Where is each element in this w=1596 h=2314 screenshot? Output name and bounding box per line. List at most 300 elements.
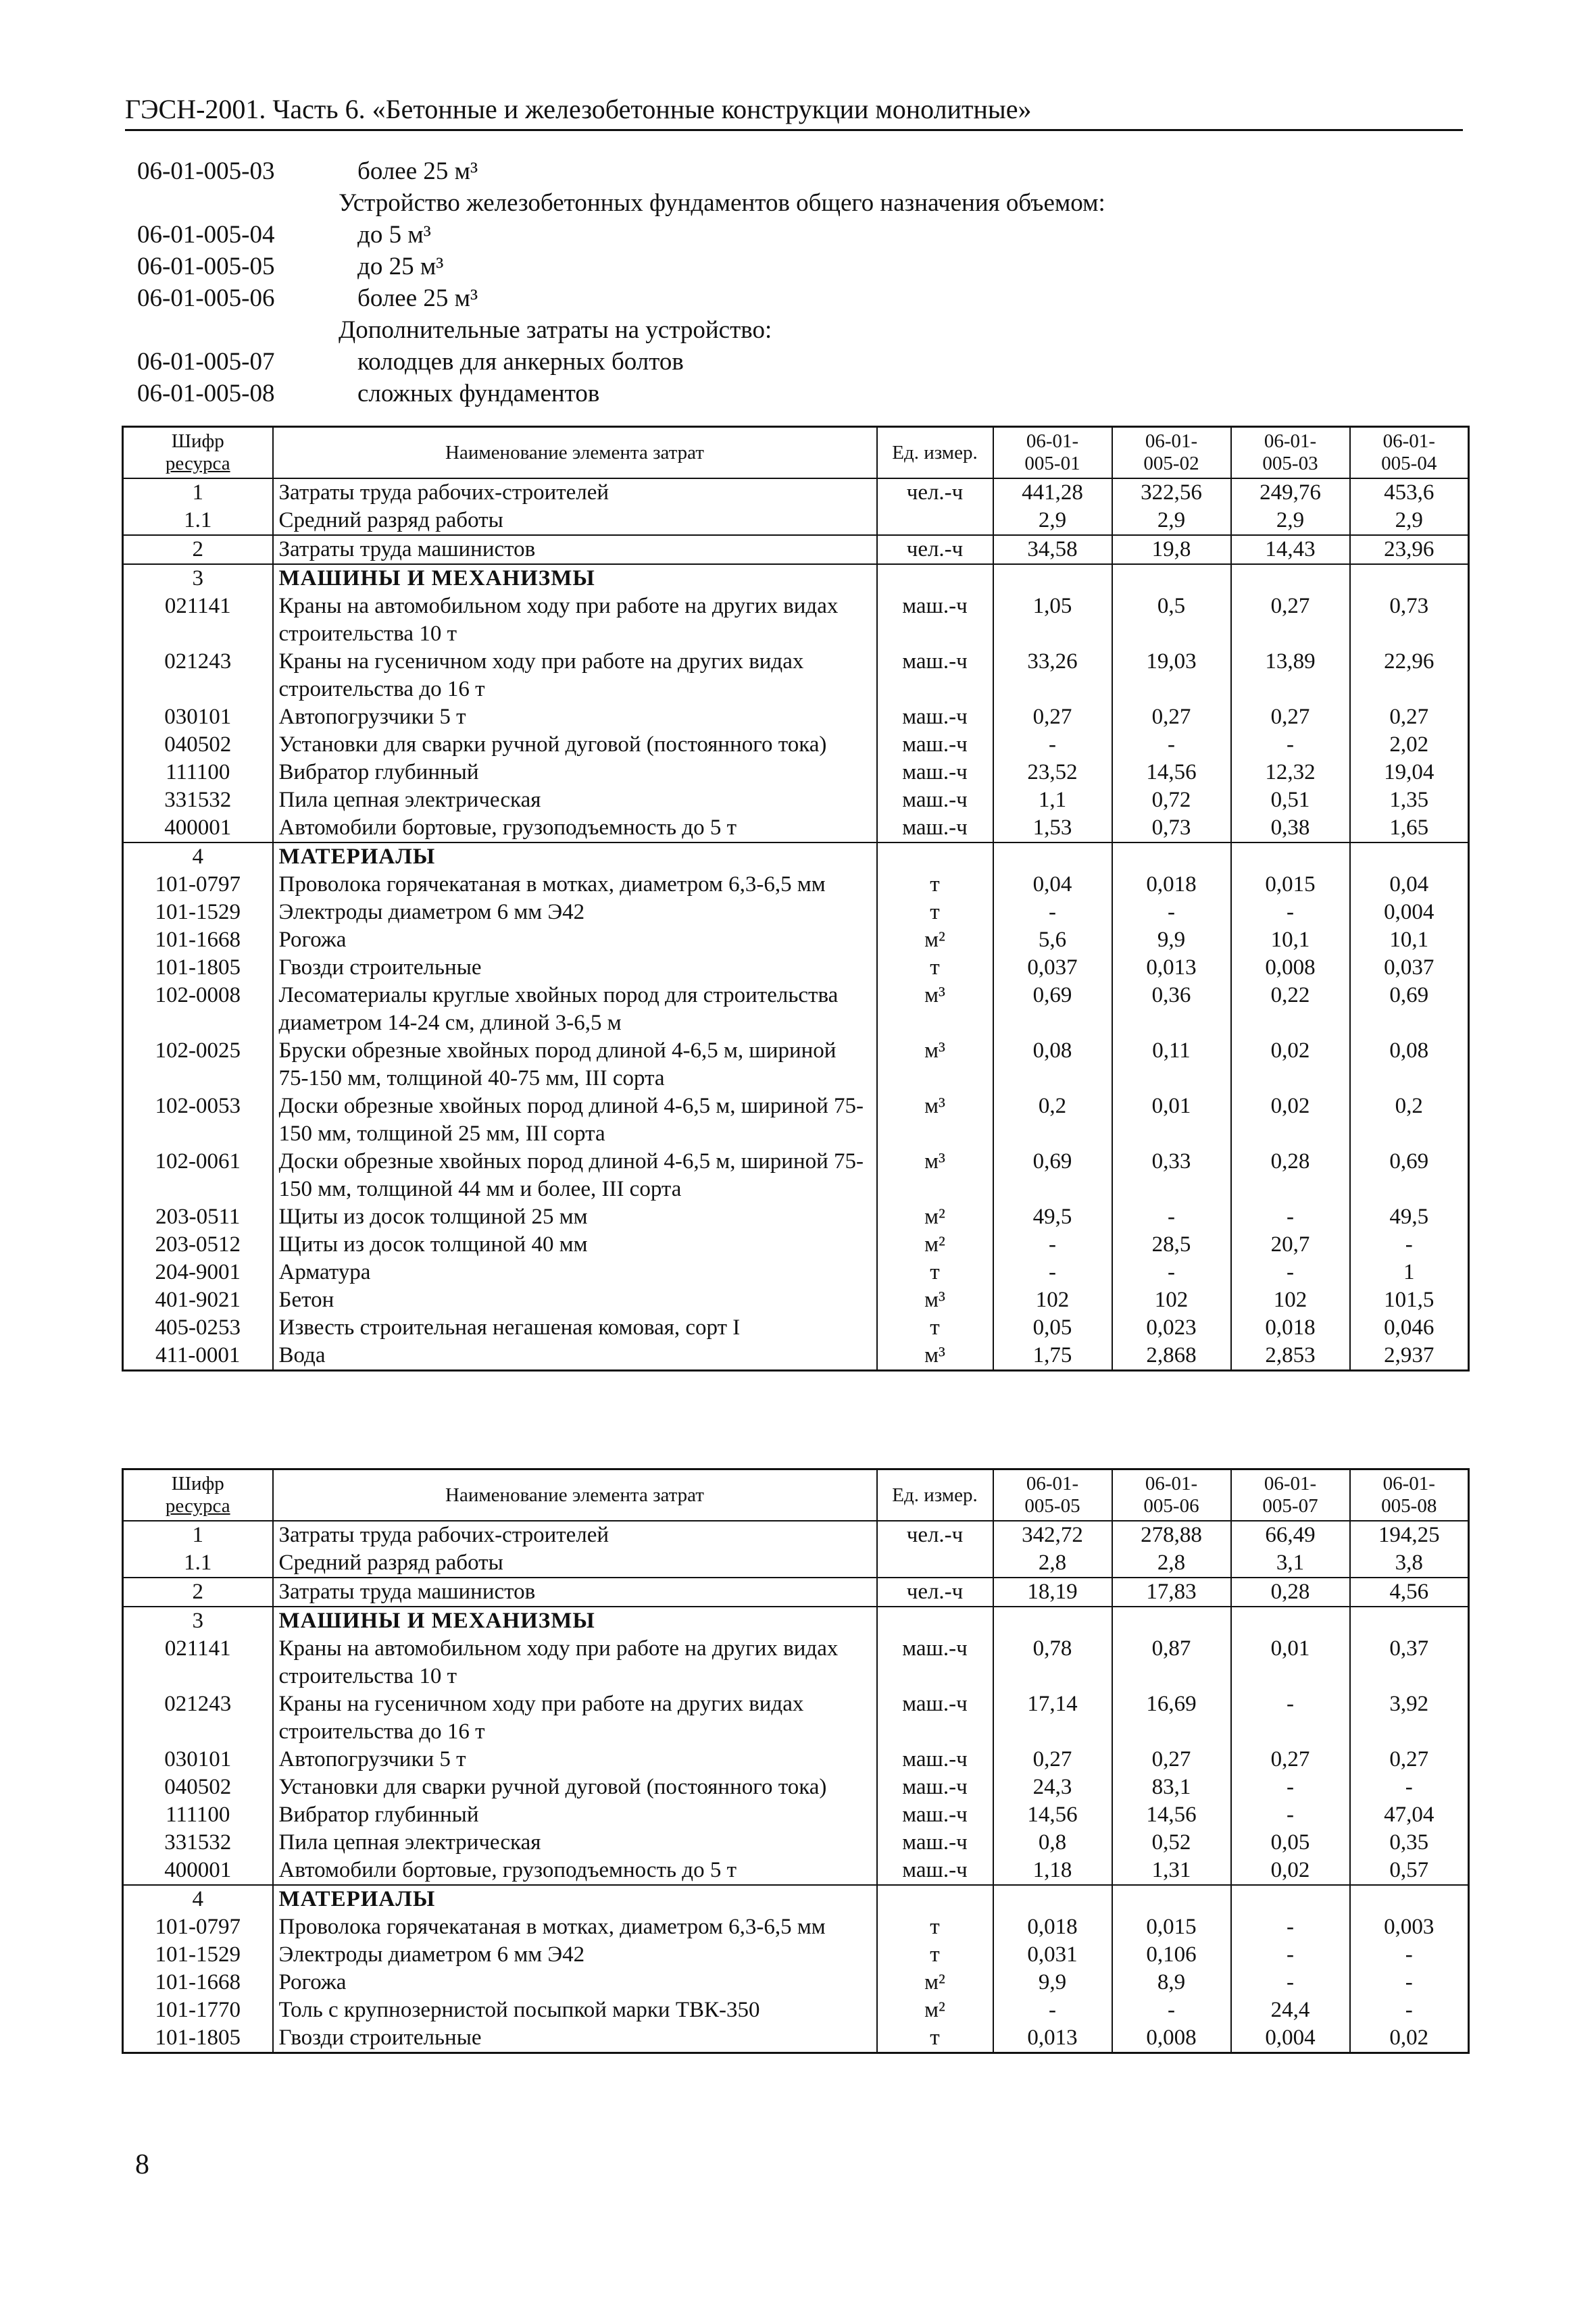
resource-name: Краны на автомобильном ходу при работе на других видах строительства 10 т [273,1635,877,1690]
resource-value: 2,9 [1231,507,1350,535]
table-row [123,899,1469,926]
resource-code: 1.1 [123,507,273,535]
resource-name: Краны на гусеничном ходу при работе на других видах строительства до 16 т [273,648,877,703]
resource-unit: чел.-ч [877,478,993,507]
resource-value: 0,031 [993,1941,1112,1969]
table-row [123,814,1469,842]
resource-code: 102-0008 [123,982,273,1037]
header-code-line1: Шифр [171,1473,224,1494]
resource-value [1231,1607,1350,1635]
resource-unit: м³ [877,1037,993,1092]
table-row [123,1607,1469,1635]
table-row [123,1746,1469,1774]
intro-code: 06-01-005-03 [137,157,275,185]
resource-value: - [1112,731,1231,759]
resource-name: Рогожа [273,926,877,954]
table-row [123,759,1469,786]
resource-code: 102-0053 [123,1092,273,1148]
intro-row [137,346,1462,378]
resource-value: 3,8 [1350,1549,1469,1578]
resource-code: 1.1 [123,1549,273,1578]
resource-value: 0,27 [1231,593,1350,648]
resource-value: - [1231,731,1350,759]
resource-unit: т [877,899,993,926]
resource-name: Затраты труда рабочих-строителей [273,1521,877,1549]
header-name: Наименование элемента затрат [273,1469,877,1521]
resource-name: Бруски обрезные хвойных пород длиной 4-6,5 м, шириной 75-150 мм, толщиной 40-75 мм, III сорта [273,1037,877,1092]
resource-code: 400001 [123,1857,273,1885]
resource-code: 4 [123,1885,273,1913]
resource-value: 0,87 [1112,1635,1231,1690]
resource-value: 0,02 [1231,1037,1350,1092]
resource-unit: маш.-ч [877,703,993,731]
header-code-line2: ресурса [165,453,230,474]
intro-text: колодцев для анкерных болтов [357,348,684,376]
resource-value: 1,75 [993,1342,1112,1371]
resource-value: 34,58 [993,535,1112,564]
resource-name: Автомобили бортовые, грузоподъемность до 5 т [273,1857,877,1885]
table-row [123,1774,1469,1801]
resource-unit: т [877,871,993,899]
resource-name: Щиты из досок толщиной 25 мм [273,1203,877,1231]
table-row [123,564,1469,593]
resource-name: Вибратор глубинный [273,759,877,786]
resource-value: 0,69 [1350,982,1469,1037]
resource-name: Известь строительная негашеная комовая, сорт I [273,1314,877,1342]
table-row [123,1829,1469,1857]
header-norm-code [1350,427,1469,479]
table-row [123,1314,1469,1342]
resource-value: 0,27 [1350,1746,1469,1774]
resource-unit [877,1607,993,1635]
resource-unit: м³ [877,1148,993,1203]
resource-value [1350,1885,1469,1913]
intro-text: до 25 м³ [357,253,444,280]
header-norm-line1: 06-01- [1264,430,1317,452]
resource-name: Гвозди строительные [273,954,877,982]
resource-value: 1,65 [1350,814,1469,842]
resource-value: - [1350,1969,1469,1996]
table-row [123,926,1469,954]
resource-value: 16,69 [1112,1690,1231,1746]
resource-value: 0,27 [993,1746,1112,1774]
resource-code: 101-0797 [123,1913,273,1941]
resource-name: Автомобили бортовые, грузоподъемность до 5 т [273,814,877,842]
resource-code: 111100 [123,759,273,786]
table-row [123,703,1469,731]
resource-value: 28,5 [1112,1231,1231,1259]
resource-unit: м³ [877,1092,993,1148]
resource-name: Средний разряд работы [273,507,877,535]
table-row [123,1857,1469,1885]
resource-value: 0,72 [1112,786,1231,814]
resource-value: 0,013 [993,2024,1112,2053]
resource-value: 342,72 [993,1521,1112,1549]
table-row [123,1521,1469,1549]
resource-name: Толь с крупнозернистой посыпкой марки ТВК-350 [273,1996,877,2024]
resource-unit: чел.-ч [877,1578,993,1607]
resource-name: Щиты из досок толщиной 40 мм [273,1231,877,1259]
resource-name: Арматура [273,1259,877,1286]
resource-code: 021243 [123,648,273,703]
header-norm-line2: 005-08 [1381,1495,1437,1517]
resource-unit: маш.-ч [877,814,993,842]
resource-value: 2,937 [1350,1342,1469,1371]
resource-value [1350,1607,1469,1635]
intro-text: сложных фундаментов [357,380,600,407]
resource-value: 0,02 [1231,1857,1350,1885]
resource-name: Установки для сварки ручной дуговой (постоянного тока) [273,1774,877,1801]
resource-value [993,564,1112,593]
resource-value: 1,1 [993,786,1112,814]
resource-value: 17,83 [1112,1578,1231,1607]
resource-code: 203-0511 [123,1203,273,1231]
table-row [123,1231,1469,1259]
resource-code: 101-1668 [123,926,273,954]
resource-value: 0,37 [1350,1635,1469,1690]
resource-code: 111100 [123,1801,273,1829]
resource-name: Установки для сварки ручной дуговой (постоянного тока) [273,731,877,759]
resource-unit: маш.-ч [877,759,993,786]
resource-value: 2,02 [1350,731,1469,759]
resource-value: 0,73 [1350,593,1469,648]
resource-code: 030101 [123,1746,273,1774]
resource-value: 10,1 [1350,926,1469,954]
resource-value: 0,38 [1231,814,1350,842]
resource-unit: маш.-ч [877,1635,993,1690]
resource-code: 101-1529 [123,1941,273,1969]
intro-row [137,219,1462,251]
resource-unit: т [877,2024,993,2053]
resource-value: 1,18 [993,1857,1112,1885]
resource-unit: чел.-ч [877,1521,993,1549]
resource-unit: м² [877,1203,993,1231]
intro-code: 06-01-005-07 [137,348,275,376]
table-row [123,478,1469,507]
resource-value [1112,842,1231,871]
resource-value: 0,018 [1231,1314,1350,1342]
resource-value [1350,564,1469,593]
resource-value: - [993,1231,1112,1259]
resource-code: 203-0512 [123,1231,273,1259]
table-row [123,1148,1469,1203]
resource-table-1 [122,426,1470,1372]
header-norm-line2: 005-07 [1262,1495,1318,1517]
resource-value: 17,14 [993,1690,1112,1746]
intro-row [137,378,1462,409]
resource-value: 8,9 [1112,1969,1231,1996]
resource-name: Пила цепная электрическая [273,1829,877,1857]
resource-name: МАТЕРИАЛЫ [273,1885,877,1913]
resource-value: 0,28 [1231,1148,1350,1203]
resource-name: Электроды диаметром 6 мм Э42 [273,899,877,926]
resource-code: 1 [123,478,273,507]
resource-value: 14,56 [993,1801,1112,1829]
resource-value: 0,004 [1350,899,1469,926]
table-row [123,982,1469,1037]
resource-unit: маш.-ч [877,1829,993,1857]
resource-value: 0,018 [993,1913,1112,1941]
resource-name: Пила цепная электрическая [273,786,877,814]
resource-value: 0,27 [1112,703,1231,731]
resource-name: Проволока горячекатаная в мотках, диаметром 6,3-6,5 мм [273,871,877,899]
resource-value: 4,56 [1350,1578,1469,1607]
resource-value: 0,008 [1112,2024,1231,2053]
resource-value: 1,35 [1350,786,1469,814]
table-header-row [123,427,1469,479]
intro-row [137,187,1462,219]
header-norm-line2: 005-06 [1143,1495,1199,1517]
table-row [123,1885,1469,1913]
resource-code: 030101 [123,703,273,731]
intro-list [137,155,1462,409]
resource-value: 102 [993,1286,1112,1314]
resource-value [1112,1885,1231,1913]
resource-value: 14,43 [1231,535,1350,564]
resource-value: 0,73 [1112,814,1231,842]
resource-unit: м² [877,1231,993,1259]
header-name: Наименование элемента затрат [273,427,877,479]
resource-value: 0,69 [1350,1148,1469,1203]
header-norm-code [1231,1469,1350,1521]
resource-value: 19,04 [1350,759,1469,786]
intro-row [137,314,1462,346]
header-norm-line1: 06-01- [1145,430,1198,452]
header-norm-line2: 005-01 [1024,453,1080,474]
resource-value: 0,04 [1350,871,1469,899]
resource-value [993,1885,1112,1913]
header-norm-code [1112,1469,1231,1521]
intro-text: более 25 м³ [357,284,478,312]
intro-code: 06-01-005-04 [137,221,275,249]
resource-code: 2 [123,535,273,564]
resource-unit: т [877,1259,993,1286]
intro-row [137,251,1462,282]
resource-value: - [1112,1259,1231,1286]
header-norm-line2: 005-02 [1143,453,1199,474]
resource-value: 0,037 [993,954,1112,982]
intro-code: 06-01-005-06 [137,284,275,312]
intro-code: 06-01-005-08 [137,380,275,407]
resource-value: 0,08 [1350,1037,1469,1092]
resource-value: 49,5 [993,1203,1112,1231]
resource-unit: м³ [877,1342,993,1371]
resource-value [1231,842,1350,871]
resource-name: Гвозди строительные [273,2024,877,2053]
resource-code: 101-1770 [123,1996,273,2024]
resource-unit [877,1885,993,1913]
table-row [123,1342,1469,1371]
resource-unit: маш.-ч [877,1690,993,1746]
intro-row [137,282,1462,314]
header-norm-line1: 06-01- [1382,430,1435,452]
resource-value: 1,31 [1112,1857,1231,1885]
header-code [123,1469,273,1521]
resource-value: 278,88 [1112,1521,1231,1549]
resource-value: 47,04 [1350,1801,1469,1829]
resource-value: 0,78 [993,1635,1112,1690]
resource-name: Краны на гусеничном ходу при работе на других видах строительства до 16 т [273,1690,877,1746]
resource-value: 83,1 [1112,1774,1231,1801]
resource-value: 0,037 [1350,954,1469,982]
resource-value: 0,2 [1350,1092,1469,1148]
resource-value: 0,5 [1112,593,1231,648]
resource-name: Проволока горячекатаная в мотках, диаметром 6,3-6,5 мм [273,1913,877,1941]
resource-unit: м² [877,926,993,954]
table-row [123,871,1469,899]
resource-value: 3,92 [1350,1690,1469,1746]
resource-value: 3,1 [1231,1549,1350,1578]
resource-value: 0,046 [1350,1314,1469,1342]
resource-value: - [1231,1259,1350,1286]
resource-value [993,1607,1112,1635]
table-header-row [123,1469,1469,1521]
table-row [123,1690,1469,1746]
resource-value: 13,89 [1231,648,1350,703]
resource-value: 101,5 [1350,1286,1469,1314]
resource-value: 0,69 [993,1148,1112,1203]
resource-value: 0,27 [1231,1746,1350,1774]
header-code-line1: Шифр [171,430,224,452]
resource-value: - [1231,899,1350,926]
resource-value: 0,015 [1231,871,1350,899]
resource-value: 23,52 [993,759,1112,786]
resource-value: 12,32 [1231,759,1350,786]
resource-value: 19,8 [1112,535,1231,564]
resource-value: 24,3 [993,1774,1112,1801]
resource-value [1231,1885,1350,1913]
resource-value: 0,106 [1112,1941,1231,1969]
resource-value: 0,27 [1112,1746,1231,1774]
resource-value: - [1350,1996,1469,2024]
resource-value: 0,52 [1112,1829,1231,1857]
resource-value: 0,36 [1112,982,1231,1037]
resource-unit: т [877,1913,993,1941]
resource-unit: м³ [877,982,993,1037]
header-norm-line1: 06-01- [1026,1473,1079,1494]
table-row [123,842,1469,871]
resource-unit: маш.-ч [877,1774,993,1801]
table-row [123,786,1469,814]
resource-value: - [1112,1996,1231,2024]
resource-unit: маш.-ч [877,1801,993,1829]
resource-value: 2,853 [1231,1342,1350,1371]
table-row [123,1801,1469,1829]
resource-name: Затраты труда машинистов [273,1578,877,1607]
page-number: 8 [135,2149,149,2180]
resource-value: - [1350,1774,1469,1801]
resource-value: 0,27 [1231,703,1350,731]
resource-name: Затраты труда рабочих-строителей [273,478,877,507]
resource-value: - [1231,1969,1350,1996]
resource-value: 0,004 [1231,2024,1350,2053]
resource-name: Затраты труда машинистов [273,535,877,564]
resource-code: 400001 [123,814,273,842]
resource-name: МАШИНЫ И МЕХАНИЗМЫ [273,564,877,593]
table-row [123,507,1469,535]
resource-code: 204-9001 [123,1259,273,1286]
resource-value: 0,023 [1112,1314,1231,1342]
resource-value: 322,56 [1112,478,1231,507]
resource-value: 0,008 [1231,954,1350,982]
header-norm-line2: 005-05 [1024,1495,1080,1517]
resource-name: Автопогрузчики 5 т [273,1746,877,1774]
resource-value: 2,8 [993,1549,1112,1578]
resource-value: 0,22 [1231,982,1350,1037]
resource-code: 021141 [123,593,273,648]
resource-name: Рогожа [273,1969,877,1996]
table-row [123,648,1469,703]
resource-name: Вибратор глубинный [273,1801,877,1829]
resource-name: Автопогрузчики 5 т [273,703,877,731]
resource-value: - [1231,1801,1350,1829]
resource-value: 23,96 [1350,535,1469,564]
resource-value: 0,003 [1350,1913,1469,1941]
table-row [123,2024,1469,2053]
header-norm-code [1231,427,1350,479]
resource-value: 0,8 [993,1829,1112,1857]
resource-unit: т [877,954,993,982]
resource-unit: чел.-ч [877,535,993,564]
resource-unit: маш.-ч [877,786,993,814]
resource-value: 0,05 [1231,1829,1350,1857]
resource-value [1112,1607,1231,1635]
resource-code: 101-1805 [123,2024,273,2053]
resource-value [1112,564,1231,593]
resource-value: - [1350,1231,1469,1259]
resource-unit [877,507,993,535]
resource-value: 24,4 [1231,1996,1350,2024]
table-row [123,1037,1469,1092]
resource-value: 1 [1350,1259,1469,1286]
table-row [123,1635,1469,1690]
resource-value: 49,5 [1350,1203,1469,1231]
table-row [123,1969,1469,1996]
resource-value: 9,9 [993,1969,1112,1996]
resource-value: - [993,1259,1112,1286]
resource-value: 102 [1231,1286,1350,1314]
resource-value: 1,05 [993,593,1112,648]
resource-code: 331532 [123,786,273,814]
resource-value: 0,33 [1112,1148,1231,1203]
resource-unit: т [877,1941,993,1969]
header-norm-line1: 06-01- [1264,1473,1317,1494]
header-code [123,427,273,479]
resource-code: 405-0253 [123,1314,273,1342]
resource-value: 0,27 [993,703,1112,731]
resource-value: 18,19 [993,1578,1112,1607]
intro-text: до 5 м³ [357,221,431,249]
table-row [123,1549,1469,1578]
resource-unit: маш.-ч [877,731,993,759]
header-unit: Ед. измер. [877,427,993,479]
resource-value: - [1231,1941,1350,1969]
resource-unit [877,1549,993,1578]
table-row [123,1286,1469,1314]
intro-row [137,155,1462,187]
table-row [123,1996,1469,2024]
resource-code: 021243 [123,1690,273,1746]
resource-name: МАТЕРИАЛЫ [273,842,877,871]
resource-code: 4 [123,842,273,871]
resource-value: 0,02 [1350,2024,1469,2053]
resource-value [1350,842,1469,871]
resource-value: 0,01 [1112,1092,1231,1148]
resource-value: - [993,1996,1112,2024]
resource-value: 0,05 [993,1314,1112,1342]
resource-value: - [993,899,1112,926]
resource-name: Доски обрезные хвойных пород длиной 4-6,5 м, шириной 75-150 мм, толщиной 25 мм, III сорта [273,1092,877,1148]
